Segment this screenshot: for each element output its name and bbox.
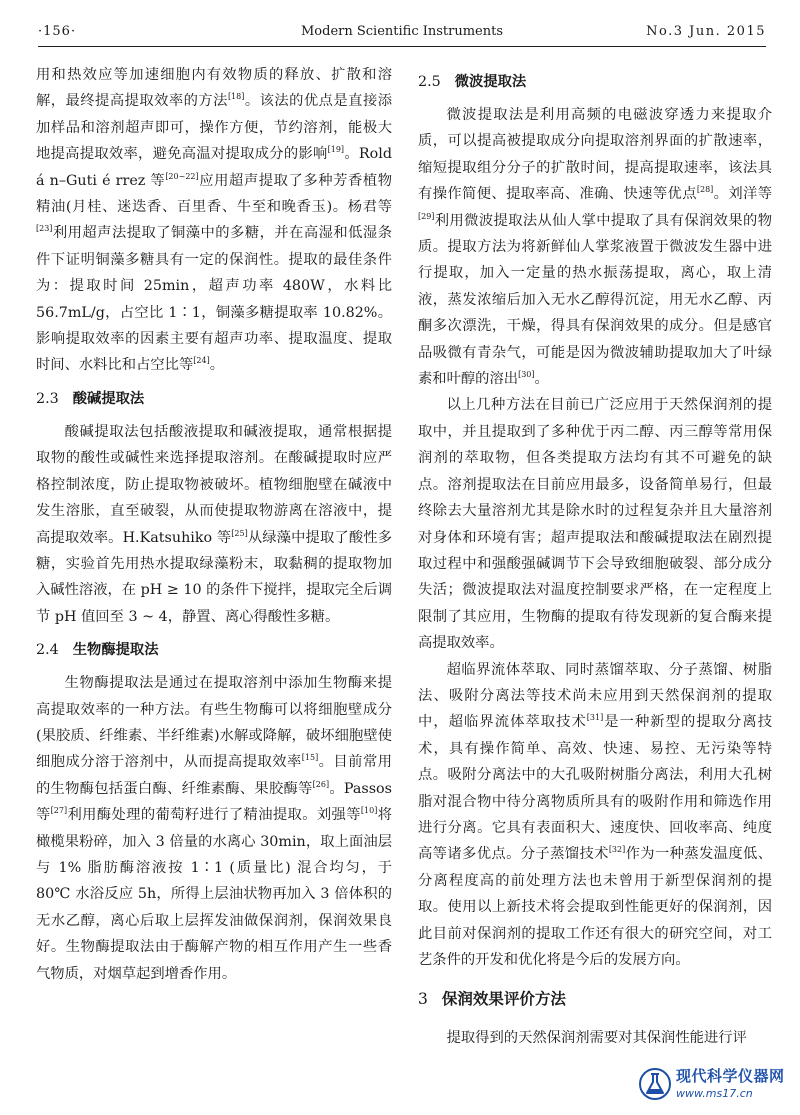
citation: [32] [608,845,626,855]
citation: [23] [36,224,53,234]
citation: [20~22] [165,171,199,181]
paragraph-enzyme: 生物酶提取法是通过在提取溶剂中添加生物酶来提高提取效率的一种方法。有些生物酶可以将细胞壁成分(果胶质、纤维素、半纤维素)水解或降解，破坏细胞壁使细胞成分溶于溶剂中，从而提高提取效率[15]。目前常用的生物酶包括蛋白酶、纤维素酶、果胶酶等[26]。Passos 等[27]利用酶处理的葡萄籽进行了精油提取。刘强等[10]将橄榄果粉碎，加入 3 倍量的水离心 30min，取上面油层与 1% 脂肪酶溶液按 1∶1 (质量比) 混合均匀，于 80℃ 水浴反应 5h，所得上层油状物再加入 3 倍体积的无水乙醇，离心后取上层挥发油做保润剂，保润效果良好。生物酶提取法由于酶解产物的相互作用产生一些香气物质，对烟草起到增香作用。 [36,675,393,982]
section-heading-3: 3 保润效果评价方法 [418,990,566,1009]
citation: [27] [50,806,68,816]
citation: [28] [696,185,714,195]
citation: [31] [586,713,604,723]
paragraph-evaluation: 提取得到的天然保润剂需要对其保润性能进行评 [446,1030,747,1047]
citation: [10] [360,806,378,816]
citation: [19] [327,145,345,155]
watermark-url: www.ms17.cn [676,1087,753,1100]
section-heading-2-4: 2.4 生物酶提取法 [36,642,159,659]
citation: [15] [301,753,319,763]
right-column [418,62,772,1052]
citation: [24] [193,356,210,366]
section-heading-2-5: 2.5 微波提取法 [418,74,527,90]
paragraph-microwave: 微波提取法是利用高频的电磁波穿透力来提取介质，可以提高被提取成分向提取溶剂界面的扩散速率，缩短提取组分分子的扩散时间，提高提取速率，该法具有操作简便、提取率高、准确、快速等优点[28]。刘洋等[29]利用微波提取法从仙人掌中提取了具有保润效果的物质。提取方法为将新鲜仙人掌浆液置于微波发生器中进行提取，加入一定量的热水振荡提取，离心，取上清液，蒸发浓缩后加入无水乙醇得沉淀，用无水乙醇、丙酮多次漂洗，干燥，得具有保润效果的成分。但是感官品吸微有青杂气，可能是因为微波辅助提取加大了叶绿素和叶醇的溶出[30]。 [418,107,773,388]
paragraph-acid-base: 酸碱提取法包括酸液提取和碱液提取，通常根据提取物的酸性或碱性来选择提取溶剂。在酸碱提取时应严格控制浓度，防止提取物被破坏。植物细胞壁在碱液中发生溶胀，直至破裂，从而使提取物游离在溶液中，提高提取效率。H.Katsuhiko 等[25]从绿藻中提取了酸性多糖，实验首先用热水提取绿藻粉末，取黏稠的提取物加入碱性溶液，在 pH ≥ 10 的条件下搅拌，提取完全后调节 pH 值回至 3 ~ 4，静置、离心得酸性多糖。 [36,423,393,625]
citation: [18] [227,92,245,102]
paragraph-ultrasonic-cont: 用和热效应等加速细胞内有效物质的释放、扩散和溶解，最终提高提取效率的方法[18]。该法的优点是直接添加样品和溶剂超声即可，操作方便，节约溶剂，能极大地提高提取效率，避免高温对提取成分的影响[19]。Rold á n–Guti é rrez 等[20~22]应用超声提取了多种芳香植物精油(月桂、迷迭香、百里香、牛至和晚香玉)。杨君等[23]利用超声法提取了铜藻中的多糖，并在高湿和低湿条件下证明铜藻多糖具有一定的保润性。提取的最佳条件为：提取时间 25min，超声功率 480W，水料比 56.7mL/g，占空比 1∶1，铜藻多糖提取率 10.82%。影响提取效率的因素主要有超声功率、提取温度、提取时间、水料比和占空比等[24]。 [36,67,393,374]
issue-info: No.3 Jun. 2015 [646,24,766,39]
left-column [36,62,392,987]
watermark-name: 现代科学仪器网 [676,1067,785,1085]
page-number: ·156· [38,24,77,39]
citation: [26] [312,779,330,789]
citation: [25] [231,528,248,538]
journal-title: Modern Scientific Instruments [300,24,504,39]
running-header [38,22,766,47]
paragraph-new-techniques: 超临界流体萃取、同时蒸馏萃取、分子蒸馏、树脂法、吸附分离法等技术尚未应用到天然保润剂的提取中，超临界流体萃取技术[31]是一种新型的提取分离技术，具有操作简单、高效、快速、易控、无污染等特点。吸附分离法中的大孔吸附树脂分离法，利用大孔树脂对混合物中待分离物质所具有的吸附作用和筛选作用进行分离。它具有表面积大、速度快、回收率高、纯度高等诸多优点。分子蒸馏技术[32]作为一种蒸发温度低、分离程度高的前处理方法也未曾用于新型保润剂的提取。使用以上新技术将会提取到性能更好的保润剂，因此目前对保润剂的提取工作还有很大的研究空间，对工艺条件的开发和优化将是今后的发展方向。 [418,661,773,968]
citation: [29] [418,211,435,221]
section-heading-2-3: 2.3 酸碱提取法 [36,390,145,407]
paragraph-summary: 以上几种方法在目前已广泛应用于天然保润剂的提取中，并且提取到了多种优于丙二醇、丙三醇等常用保润剂的萃取物，但各类提取方法均有其不可避免的缺点。溶剂提取法在目前应用最多，设备简单易行，但最终除去大量溶剂尤其是除水时的过程复杂并且大量溶剂对身体和环境有害；超声提取法和酸碱提取法在剧烈提取过程中和强酸强碱调节下会导致细胞破裂、部分成分失活；微波提取法对温度控制要求严格，在一定程度上限制了其应用，生物酶的提取有待发现新的复合酶来提高提取效率。 [418,397,772,652]
citation: [30] [518,370,535,380]
site-watermark [638,1063,788,1109]
flask-logo-icon [638,1067,672,1101]
